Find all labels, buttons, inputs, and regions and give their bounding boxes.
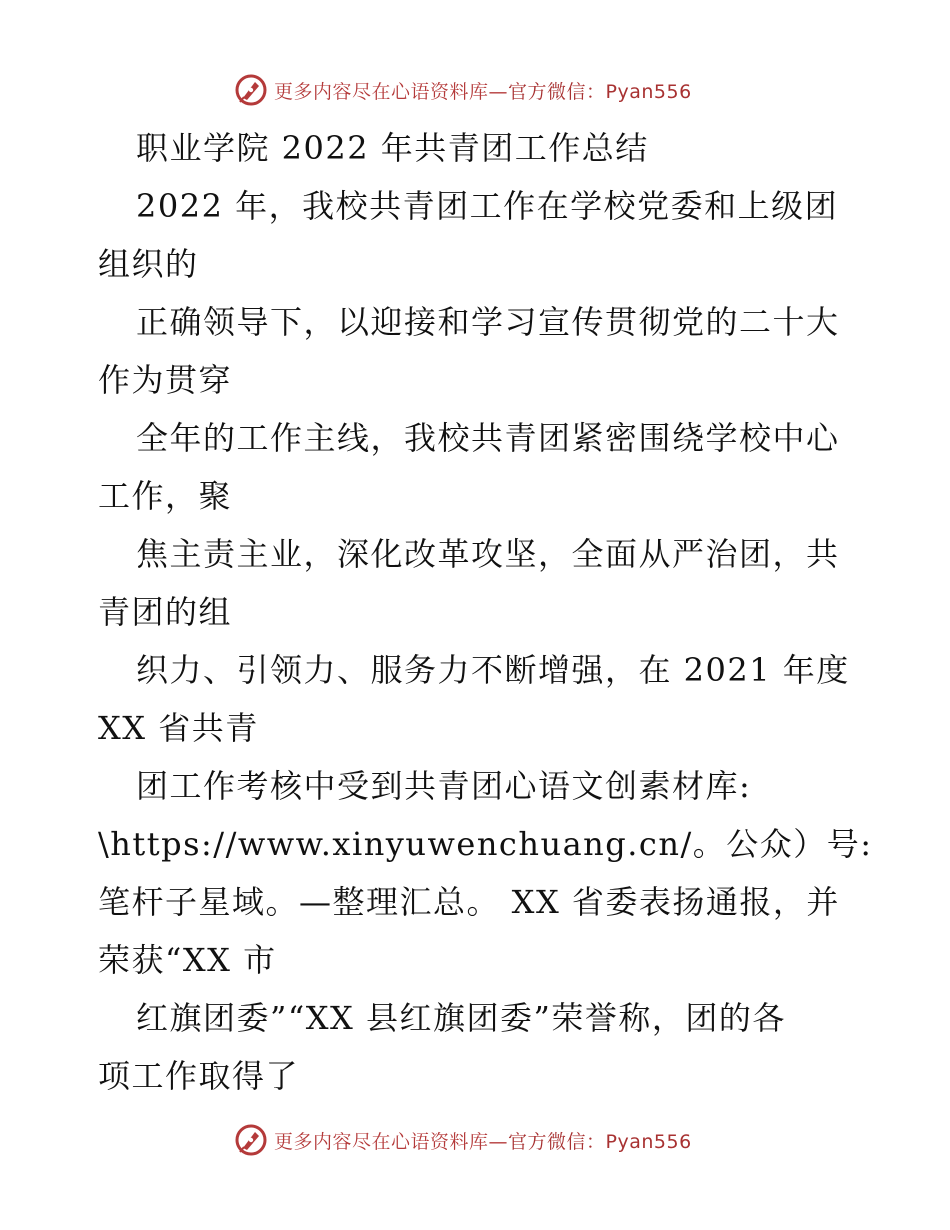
text-line: 青团的组: [98, 593, 233, 631]
text-line: 笔杆子星域。—整理汇总。 XX 省委表扬通报，并: [98, 883, 840, 921]
text-line: 项工作取得了: [98, 1057, 300, 1095]
pen-nib-circle-icon: [234, 73, 268, 107]
text-line: 工作，聚: [98, 477, 233, 515]
text-line: 组织的: [98, 245, 199, 283]
banner-main-text: 更多内容尽在心语资料库—: [274, 80, 509, 103]
banner-wechat-text: 官方微信：Pyan556: [508, 80, 692, 103]
text-line: 团工作考核中受到共青团心语文创素材库:: [136, 767, 752, 805]
pen-nib-circle-icon: [234, 1123, 268, 1157]
text-line: 作为贯穿: [98, 361, 233, 399]
banner-wechat-text: 官方微信：Pyan556: [508, 1130, 692, 1153]
document-title: 职业学院 2022 年共青团工作总结: [136, 129, 649, 167]
text-line: \https://www.xinyuwenchuang.cn/。公众）号:: [98, 825, 873, 863]
text-line: 焦主责主业，深化改革攻坚，全面从严治团，共: [136, 535, 840, 573]
text-line: 红旗团委”“XX 县红旗团委”荣誉称，团的各: [136, 999, 786, 1037]
text-line: 荣获“XX 市: [98, 941, 277, 979]
footer-banner: [234, 1122, 692, 1158]
banner-main-text: 更多内容尽在心语资料库—: [274, 1130, 509, 1153]
banner-text: [274, 77, 692, 104]
banner-text: [274, 1127, 692, 1154]
text-line: 全年的工作主线，我校共青团紧密围绕学校中心: [136, 419, 840, 457]
text-line: XX 省共青: [98, 709, 259, 747]
header-banner: [234, 72, 692, 108]
text-line: 正确领导下，以迎接和学习宣传贯彻党的二十大: [136, 303, 840, 341]
text-line: 织力、引领力、服务力不断增强，在 2021 年度: [136, 651, 850, 689]
text-line: 2022 年，我校共青团工作在学校党委和上级团: [136, 187, 839, 225]
